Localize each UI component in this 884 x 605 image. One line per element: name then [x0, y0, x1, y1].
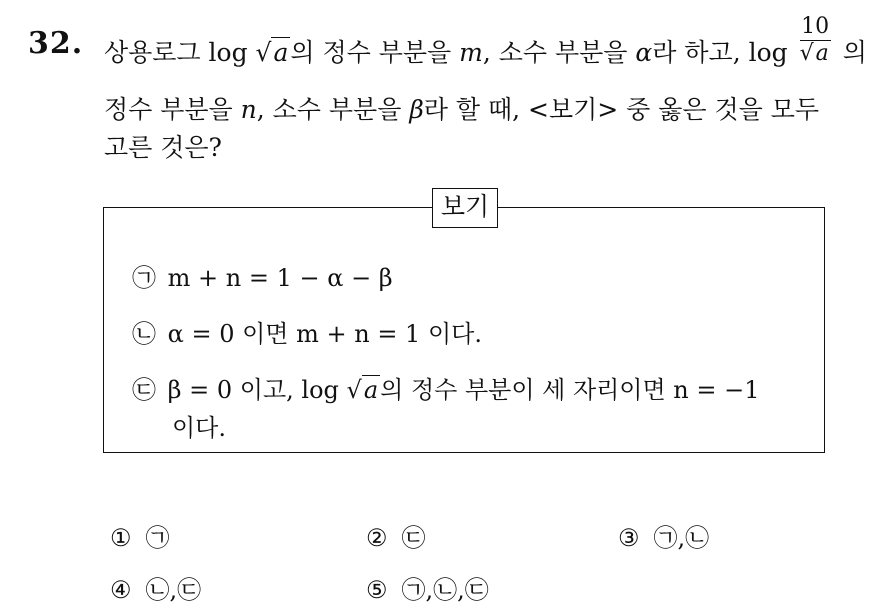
choice-text: ㉠ [145, 524, 170, 552]
choice-number: ④ [110, 576, 132, 604]
question-number: 32. [28, 26, 84, 61]
answer-choice-1[interactable] [110, 518, 170, 553]
question-line-3: 고른 것은? [104, 133, 222, 162]
choice-text: ㉠,㉡ [653, 524, 710, 552]
question-text: 라 하고, log [652, 38, 796, 67]
question-text: 정수 부분을 [104, 95, 241, 124]
item-text: α = 0 이면 m + n = 1 이다. [167, 320, 482, 348]
question-text: 의 정수 부분을 [290, 38, 460, 67]
choice-number: ③ [618, 524, 640, 552]
fraction-10-over-sqrt-a: $\frac{10}{√a}$ [799, 14, 830, 66]
sqrt-a: √a [255, 38, 289, 67]
item-marker: ㉠ [132, 264, 156, 292]
question-text: 의 [834, 38, 867, 67]
item-marker: ㉡ [132, 320, 156, 348]
var-beta: β [409, 95, 424, 124]
choice-text: ㉢ [401, 524, 426, 552]
var-alpha: α [635, 38, 653, 67]
answer-choice-5[interactable] [366, 570, 489, 605]
item-text: 의 정수 부분이 세 자리이면 n = −1 [380, 376, 760, 404]
bogi-title: 보기 [432, 188, 498, 228]
choice-text: ㉠,㉡,㉢ [401, 576, 489, 604]
answer-choice-2[interactable] [366, 518, 426, 553]
sqrt-a: √a [346, 376, 379, 404]
bogi-item [132, 314, 482, 349]
question-line-1 [104, 14, 867, 81]
choice-number: ① [110, 524, 132, 552]
choice-number: ⑤ [366, 576, 388, 604]
bogi-item [132, 370, 760, 405]
question-line-2 [104, 90, 819, 126]
var-n: n [240, 95, 257, 124]
answer-choice-3[interactable] [618, 518, 709, 553]
item-marker: ㉢ [132, 376, 156, 404]
choice-text: ㉡,㉢ [145, 576, 202, 604]
question-text: 상용로그 log [104, 38, 256, 67]
question-text: 라 할 때, <보기> 중 옳은 것을 모두 [423, 95, 820, 124]
choice-number: ② [366, 524, 388, 552]
question-text: , 소수 부분을 [256, 95, 410, 124]
answer-choice-4[interactable] [110, 570, 201, 605]
item-text-continuation: 이다. [172, 414, 226, 442]
bogi-item [132, 258, 393, 293]
item-text: m + n = 1 − α − β [167, 264, 393, 292]
var-m: m [459, 38, 483, 67]
item-text: β = 0 이고, log [167, 376, 347, 404]
question-text: , 소수 부분을 [482, 38, 636, 67]
